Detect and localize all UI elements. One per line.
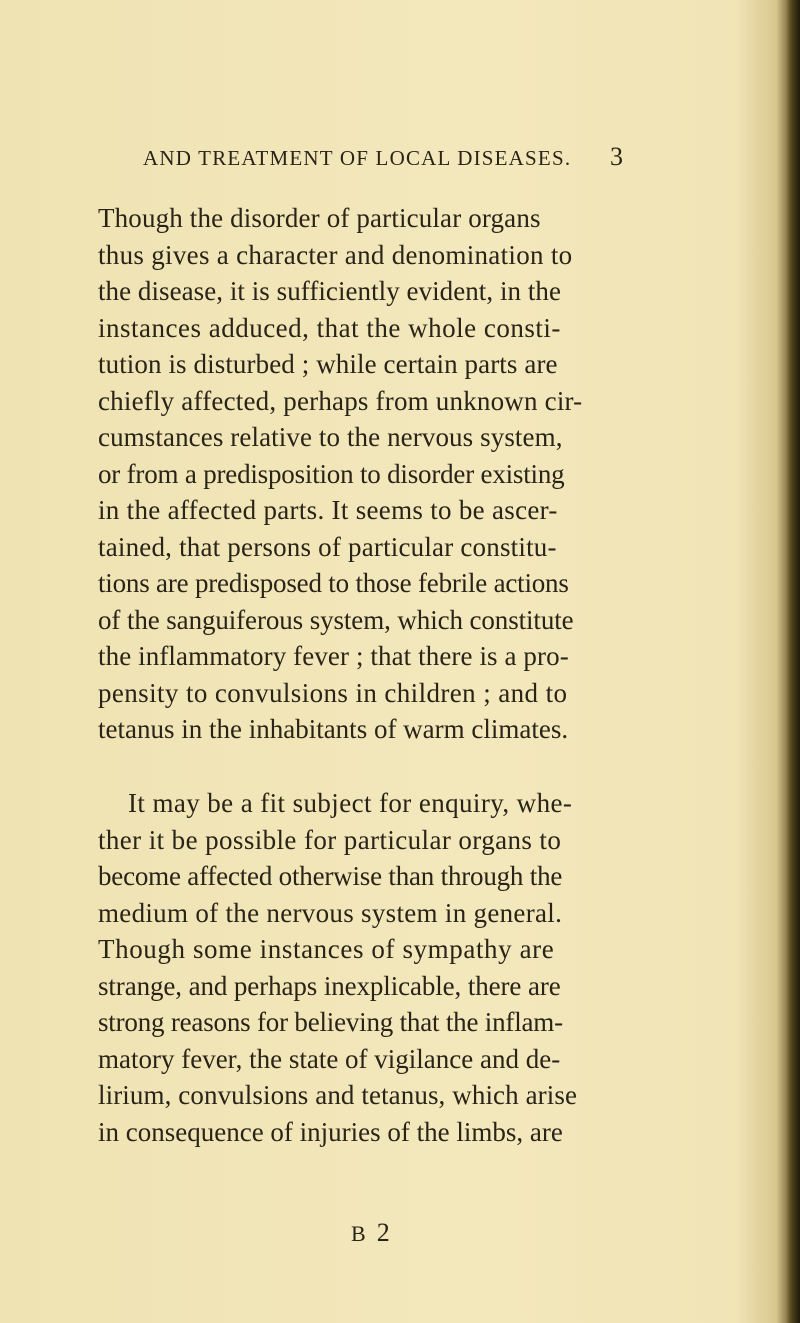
page-number: 3 [610, 142, 623, 171]
paragraph-1 [98, 200, 658, 748]
running-header [143, 142, 643, 172]
text-line: ther it be possible for particular organs to [98, 824, 562, 855]
text-line: in consequence of injuries of the limbs, are [98, 1116, 563, 1147]
signature-mark [351, 1218, 390, 1248]
text-line: It may be a fit subject for enquiry, whe- [128, 788, 573, 818]
page-edge-shadow [786, 0, 800, 1323]
text-line: tetanus in the inhabitants of warm climates. [98, 714, 569, 744]
text-line: Though some instances of sympathy are [98, 934, 555, 964]
text-line: chiefly affected, perhaps from unknown cir- [98, 385, 583, 416]
text-line: of the sanguiferous system, which constitute [98, 604, 574, 635]
text-line: or from a predisposition to disorder existing [98, 458, 565, 489]
signature-letter: B [351, 1221, 369, 1246]
text-line: medium of the nervous system in general. [98, 897, 563, 928]
text-line: matory fever, the state of vigilance and de- [98, 1043, 561, 1074]
text-line: strange, and perhaps inexplicable, there are [98, 970, 561, 1001]
text-line: tions are predisposed to those febrile actions [98, 568, 569, 598]
text-line: thus gives a character and denomination to [98, 239, 573, 270]
running-title: AND TREATMENT OF LOCAL DISEASES. [143, 146, 572, 170]
text-line: lirium, convulsions and tetanus, which arise [98, 1080, 578, 1110]
signature-number: 2 [376, 1218, 390, 1247]
text-line: become affected otherwise than through the [98, 861, 563, 891]
text-line: the inflammatory fever ; that there is a pro- [98, 641, 569, 671]
text-line: tained, that persons of particular constitu- [98, 531, 557, 562]
paragraph-2 [98, 785, 658, 1150]
text-line: strong reasons for believing that the inflam- [98, 1007, 563, 1037]
text-line: in the affected parts. It seems to be ascer- [98, 495, 558, 525]
text-line: cumstances relative to the nervous system, [98, 422, 563, 452]
text-line: pensity to convulsions in children ; and to [98, 677, 568, 708]
text-line: tution is disturbed ; while certain parts are [98, 349, 558, 379]
text-line: the disease, it is sufficiently evident, in the [98, 276, 561, 306]
text-line: Though the disorder of particular organs [98, 203, 541, 233]
text-line: instances adduced, that the whole consti- [98, 312, 561, 343]
